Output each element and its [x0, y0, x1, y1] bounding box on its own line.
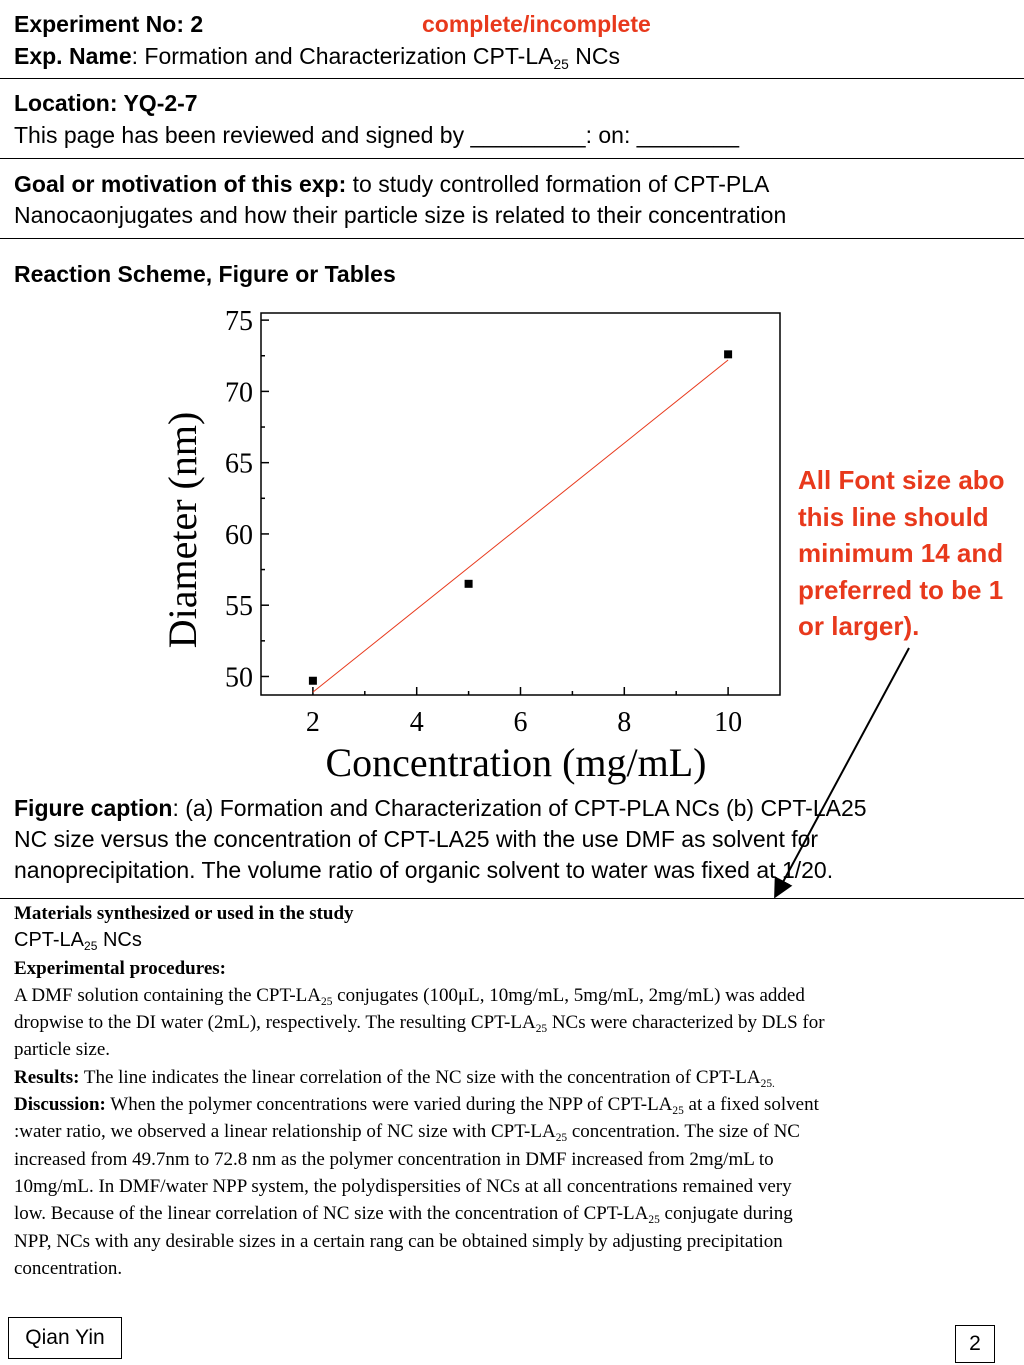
y-axis-label: Diameter (nm) [160, 411, 205, 649]
experiment-name: Exp. Name: Formation and Characterization CPT-$LA_{25}$ NCs [14, 43, 620, 72]
y-tick-label: 75 [225, 306, 253, 338]
goal-line-2: Nanocaonjugates and how their particle size is related to their concentration [14, 202, 787, 228]
x-tick-label: 8 [617, 707, 632, 738]
discussion-line: concentration. [14, 1257, 123, 1279]
page-number: 2 [955, 1325, 995, 1363]
divider [0, 78, 1024, 79]
materials-item: CPT-$LA_{25}$ NCs [14, 929, 142, 954]
discussion-label: Discussion: [14, 1094, 106, 1116]
y-tick-label: 60 [225, 519, 253, 551]
experiment-body [14, 900, 1014, 1282]
y-tick-label: 70 [225, 377, 253, 409]
procedures-line: A DMF solution containing the CPT-$LA_{25}$ conjugates (100μL, 10mg/mL, 5mg/mL, 2mg/mL) was added [14, 984, 805, 1008]
divider [0, 158, 1024, 159]
figure-caption: Figure caption: (a) Formation and Characterization of CPT-PLA NCs (b) CPT-LA25 NC size versus the concentration of CPT-LA25 with the use DMF as solvent for nanoprecipitation. The volume ratio of organic solvent to water was fixed at 1/20. [14, 795, 867, 883]
figure-caption-label: Figure caption [14, 795, 173, 821]
divider [0, 898, 1024, 899]
results-label: Results: [14, 1066, 80, 1088]
completion-status: complete/incomplete [422, 11, 651, 37]
y-tick-label: 65 [225, 448, 253, 480]
results-line: Results: The line indicates the linear correlation of the NC size with the concentration of CPT-$LA_{25.}$ [14, 1066, 775, 1090]
location: Location: YQ-2-7 [14, 90, 198, 116]
y-tick-label: 55 [225, 591, 253, 623]
discussion-line: increased from 49.7nm to 72.8 nm as the polymer concentration in DMF increased from 2mg/mL to [14, 1148, 774, 1170]
procedures-heading: Experimental procedures: [14, 957, 226, 979]
discussion-line: NPP, NCs with any desirable sizes in a certain rang can be obtained simply by adjusting precipitation [14, 1230, 783, 1252]
experiment-name-label: Exp. Name [14, 43, 132, 69]
discussion-line: Discussion: When the polymer concentrations were varied during the NPP of CPT-$LA_{25}$ at a fixed solvent [14, 1094, 819, 1118]
procedures-line: particle size. [14, 1039, 111, 1061]
divider [0, 238, 1024, 239]
plot-frame [261, 313, 780, 695]
data-point [465, 580, 473, 588]
data-point [724, 350, 732, 358]
discussion-line: 10mg/mL. In DMF/water NPP system, the polydispersities of NCs at all concentrations remained very [14, 1175, 792, 1197]
discussion-line: low. Because of the linear correlation of NC size with the concentration of CPT-$LA_{25}$ conjugate during [14, 1203, 793, 1227]
discussion-line: :water ratio, we observed a linear relationship of NC size with CPT-$LA_{25}$ concentration. The size of NC [14, 1121, 800, 1145]
font-size-note: All Font size abo this line should minimum 14 and preferred to be 1 or larger). [798, 465, 1005, 641]
goal-label: Goal or motivation of this exp: [14, 171, 347, 197]
author-box: Qian Yin [8, 1317, 122, 1359]
data-point [309, 677, 317, 685]
x-tick-label: 4 [409, 707, 424, 738]
review-line: This page has been reviewed and signed by _________: on: ________ [14, 122, 740, 148]
x-tick-label: 10 [714, 707, 743, 738]
experiment-number: Experiment No: 2 [14, 11, 204, 37]
x-tick-label: 6 [513, 707, 528, 738]
goal-line-1: Goal or motivation of this exp: to study controlled formation of CPT-PLA [14, 171, 770, 197]
procedures-line: dropwise to the DI water (2mL), respectively. The resulting CPT-$LA_{25}$ NCs were characterized by DLS for [14, 1012, 825, 1036]
figure-section-title: Reaction Scheme, Figure or Tables [14, 261, 396, 287]
x-axis-label: Concentration (mg/mL) [325, 740, 707, 785]
x-tick-label: 2 [305, 707, 320, 738]
y-tick-label: 50 [225, 662, 253, 694]
materials-heading: Materials synthesized or used in the study [14, 903, 354, 924]
fit-line [313, 360, 728, 692]
